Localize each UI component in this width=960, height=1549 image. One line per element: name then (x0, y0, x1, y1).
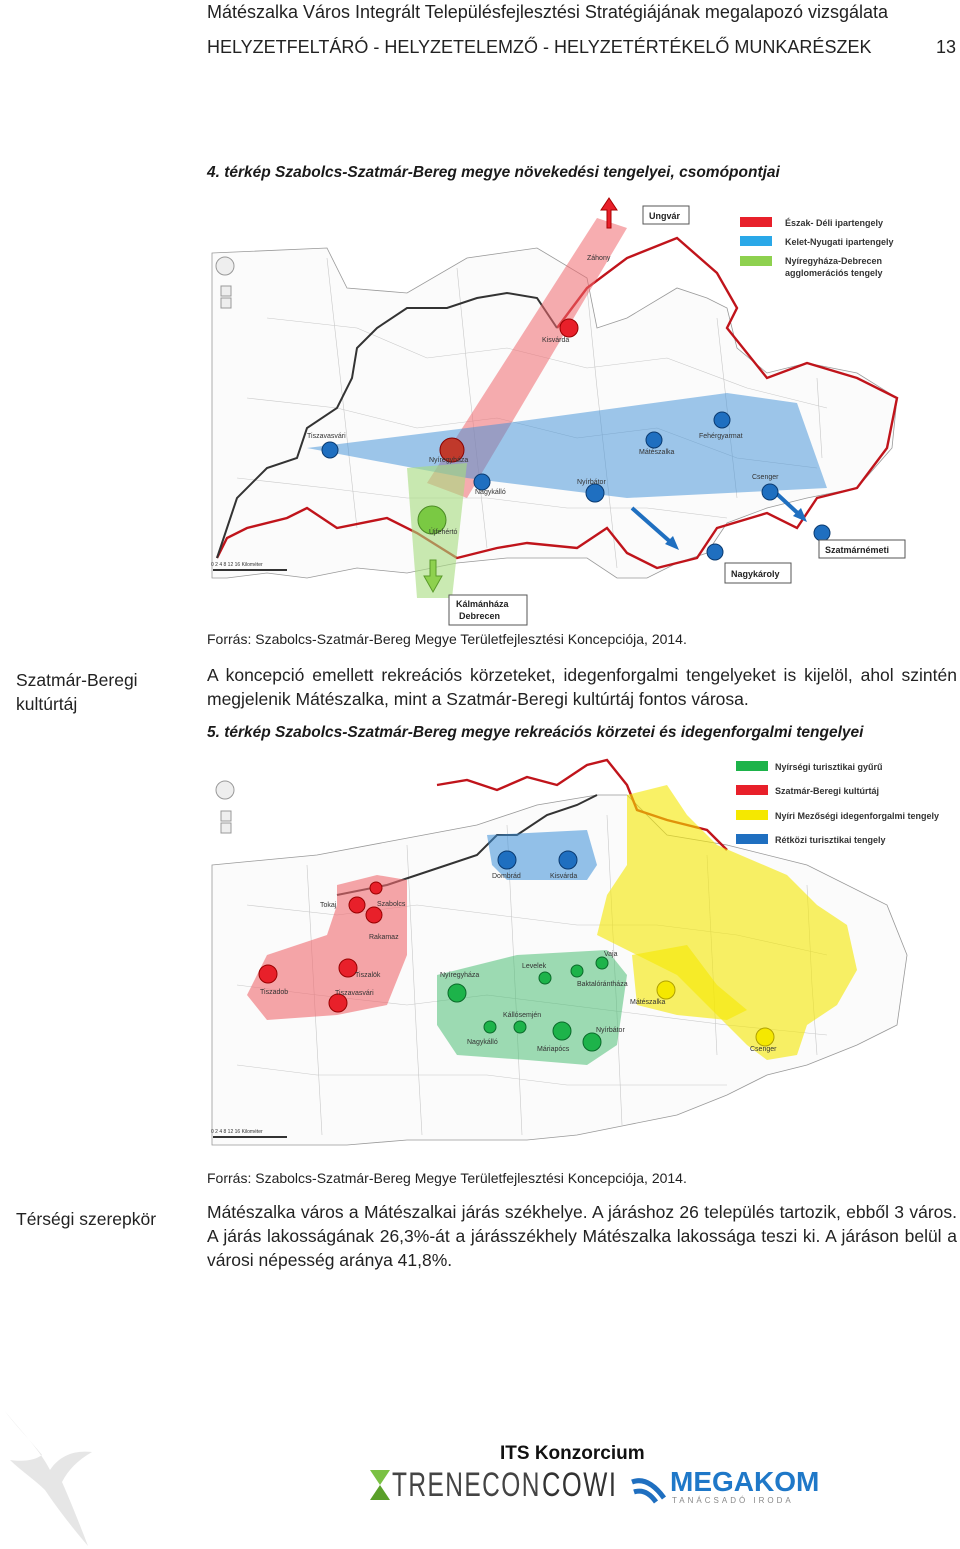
map1-label-nagykallo: Nagykálló (475, 489, 506, 496)
map1-label-fehergyarmat: Fehérgyarmat (699, 433, 743, 440)
trenecon-mark-icon (370, 1470, 390, 1500)
map2-label-tokaj: Tokaj (320, 902, 337, 909)
header-title: Mátészalka Város Integrált Településfejlesztési Stratégiájának megalapozó vizsgálata (207, 2, 889, 22)
map2-label-vaja: Vaja (604, 951, 618, 958)
node-nagykaroly (707, 544, 723, 560)
map2-label-nagykallo: Nagykálló (467, 1039, 498, 1046)
map1-label-tiszavasvari: Tiszavasvári (307, 433, 346, 440)
map2-label-tiszavasvari: Tiszavasvári (335, 990, 374, 997)
node-fehergyarmat (714, 412, 730, 428)
map2-label-kisvarda: Kisvárda (550, 873, 578, 880)
map2-legend-label-4: Rétközi turisztikai tengely (775, 835, 886, 845)
map1-legend-swatch-2 (740, 236, 772, 246)
map1-scale-label: 0 2 4 8 12 16 Kilométer (211, 562, 263, 568)
map1-label-nyirbator: Nyírbátor (577, 479, 606, 486)
map2-zoom-out-icon (221, 823, 231, 833)
map2-label-mariapocs: Máriapócs (537, 1046, 570, 1053)
map2-pan-control-icon (216, 781, 234, 799)
logo-megakom-subtitle: TANÁCSADÓ IRODA (672, 1496, 794, 1505)
map1-label-mateszalka: Mátészalka (639, 449, 675, 456)
map2-label-rakamaz: Rakamaz (369, 934, 399, 941)
map2-node-nagykallo (484, 1021, 496, 1033)
page-number: 13 (936, 37, 957, 57)
map2-label-baktaloranthaza: Baktalórántháza (577, 981, 628, 988)
map2-node-vaja (596, 957, 608, 969)
section2-text: Mátészalka város a Mátészalkai járás székhelye. A járáshoz 26 település tartozik, ebből 3 város. A járás lakosságának 26,3%-át a járásszékhely Mátészalka lakossága teszi ki. A járáson belül a városi népesség aránya 41,8%. (207, 1202, 957, 1270)
header-subtitle: HELYZETFELTÁRÓ - HELYZETELEMZŐ - HELYZETÉRTÉKELŐ MUNKARÉSZEK (207, 37, 872, 57)
logo-cowi: COWI (542, 1466, 618, 1504)
map1-legend-label-1: Észak- Déli ipartengely (785, 218, 884, 228)
map1-label-zahony: Záhony (587, 255, 611, 262)
map2-zoom-in-icon (221, 811, 231, 821)
map2-label-mateszalka: Mátészalka (630, 999, 666, 1006)
box-szatmarnemeti-label: Szatmárnémeti (825, 545, 890, 555)
bird-watermark-icon (0, 1400, 110, 1549)
map1-label-csenger: Csenger (752, 474, 779, 481)
map2-node-kisvarda (559, 851, 577, 869)
node-mateszalka (646, 432, 662, 448)
map2-label-levelek: Levelek (522, 963, 547, 970)
map2-label-nyiregyhaza: Nyíregyháza (440, 972, 480, 979)
megakom-mark-icon (630, 1468, 666, 1504)
footer-consortium: ITS Konzorcium (500, 1443, 645, 1464)
map1-zoom-in-icon (221, 286, 231, 296)
map2-scale-label: 0 2 4 8 12 16 Kilométer (211, 1129, 263, 1135)
map1-growth-axes (207, 198, 907, 628)
map1-zoom-out-icon (221, 298, 231, 308)
map2-node-mariapocs (553, 1022, 571, 1040)
map2-title: 5. térkép Szabolcs-Szatmár-Bereg megye rekreációs körzetei és idegenforgalmi tengelyei (207, 724, 864, 741)
map2-label-tiszadob: Tiszadob (260, 989, 289, 996)
map2-node-nyirbator (583, 1033, 601, 1051)
map2-label-nyirbator: Nyírbátor (596, 1027, 625, 1034)
section2-label: Térségi szerepkör (16, 1209, 157, 1229)
map2-legend-label-2: Szatmár-Beregi kultúrtáj (775, 786, 880, 796)
map2-legend-swatch-1 (736, 761, 768, 771)
map1-title: 4. térkép Szabolcs-Szatmár-Bereg megye növekedési tengelyei, csomópontjai (207, 164, 780, 181)
map2-label-szabolcs: Szabolcs (377, 901, 406, 908)
map2-legend-label-3: Nyíri Mezőségi idegenforgalmi tengely (775, 811, 940, 821)
node-csenger (762, 484, 778, 500)
node-szatmarnemeti (814, 525, 830, 541)
map2-node-kallosemjen (514, 1021, 526, 1033)
node-kisvarda (560, 319, 578, 337)
map1-legend-label-3: Nyíregyháza-Debrecen (785, 256, 883, 266)
map1-source: Forrás: Szabolcs-Szatmár-Bereg Megye Területfejlesztési Koncepciója, 2014. (207, 631, 687, 647)
map2-node-mateszalka (657, 981, 675, 999)
footer-logos (370, 1466, 820, 1506)
node-nagykallo (474, 474, 490, 490)
map2-legend-swatch-4 (736, 834, 768, 844)
map2-node-rakamaz (370, 882, 382, 894)
map2-node-nyiregyhaza (448, 984, 466, 1002)
map2-label-tiszalok: Tiszalök (355, 972, 381, 979)
map2-legend-label-1: Nyírségi turisztikai gyűrű (775, 762, 883, 772)
map2-label-dombrad: Dombrád (492, 873, 521, 880)
map2-node-tokaj (349, 897, 365, 913)
map1-label-ujfeherto: Újfehértó (429, 529, 458, 536)
map1-legend-label-2: Kelet-Nyugati ipartengely (785, 237, 894, 247)
section1-label: Szatmár-Beregi kultúrtáj (16, 670, 138, 714)
map1-legend-label-4: agglomerációs tengely (785, 268, 883, 278)
box-debrecen-label: Debrecen (459, 611, 501, 621)
map1-pan-control-icon (216, 257, 234, 275)
map2-node-tiszadob (259, 965, 277, 983)
logo-trenecon: TRENECON (392, 1466, 541, 1504)
map2-node-szabolcs (366, 907, 382, 923)
map1-label-kisvarda: Kisvárda (542, 337, 570, 344)
map2-legend-swatch-2 (736, 785, 768, 795)
node-tiszavasvari (322, 442, 338, 458)
map1-legend-swatch-1 (740, 217, 772, 227)
map1-legend-swatch-3 (740, 256, 772, 266)
map2-node-dombrad (498, 851, 516, 869)
map2-label-kallosemjen: Kállósemjén (503, 1012, 542, 1019)
logo-megakom: MEGAKOM (670, 1466, 820, 1497)
map2-node-csenger (756, 1028, 774, 1046)
box-kalmanhaza-label: Kálmánháza (456, 599, 509, 609)
map2-source: Forrás: Szabolcs-Szatmár-Bereg Megye Területfejlesztési Koncepciója, 2014. (207, 1170, 687, 1186)
map2-recreation-areas (207, 755, 940, 1160)
map2-node-levelek (539, 972, 551, 984)
map1-label-nyiregyhaza: Nyíregyháza (429, 457, 469, 464)
map2-legend-swatch-3 (736, 810, 768, 820)
box-nagykaroly-label: Nagykároly (731, 569, 780, 579)
map2-node-baktaloranthaza (571, 965, 583, 977)
node-nyirbator (586, 484, 604, 502)
box-ungvar-label: Ungvár (649, 211, 681, 221)
section1-text: A koncepció emellett rekreációs körzeteket, idegenforgalmi tengelyeket is kijelöl, ahol szintén megjelenik Mátészalka, mint a Szatmár-Beregi kultúrtáj fontos városa. (207, 665, 957, 709)
map2-label-csenger: Csenger (750, 1046, 777, 1053)
